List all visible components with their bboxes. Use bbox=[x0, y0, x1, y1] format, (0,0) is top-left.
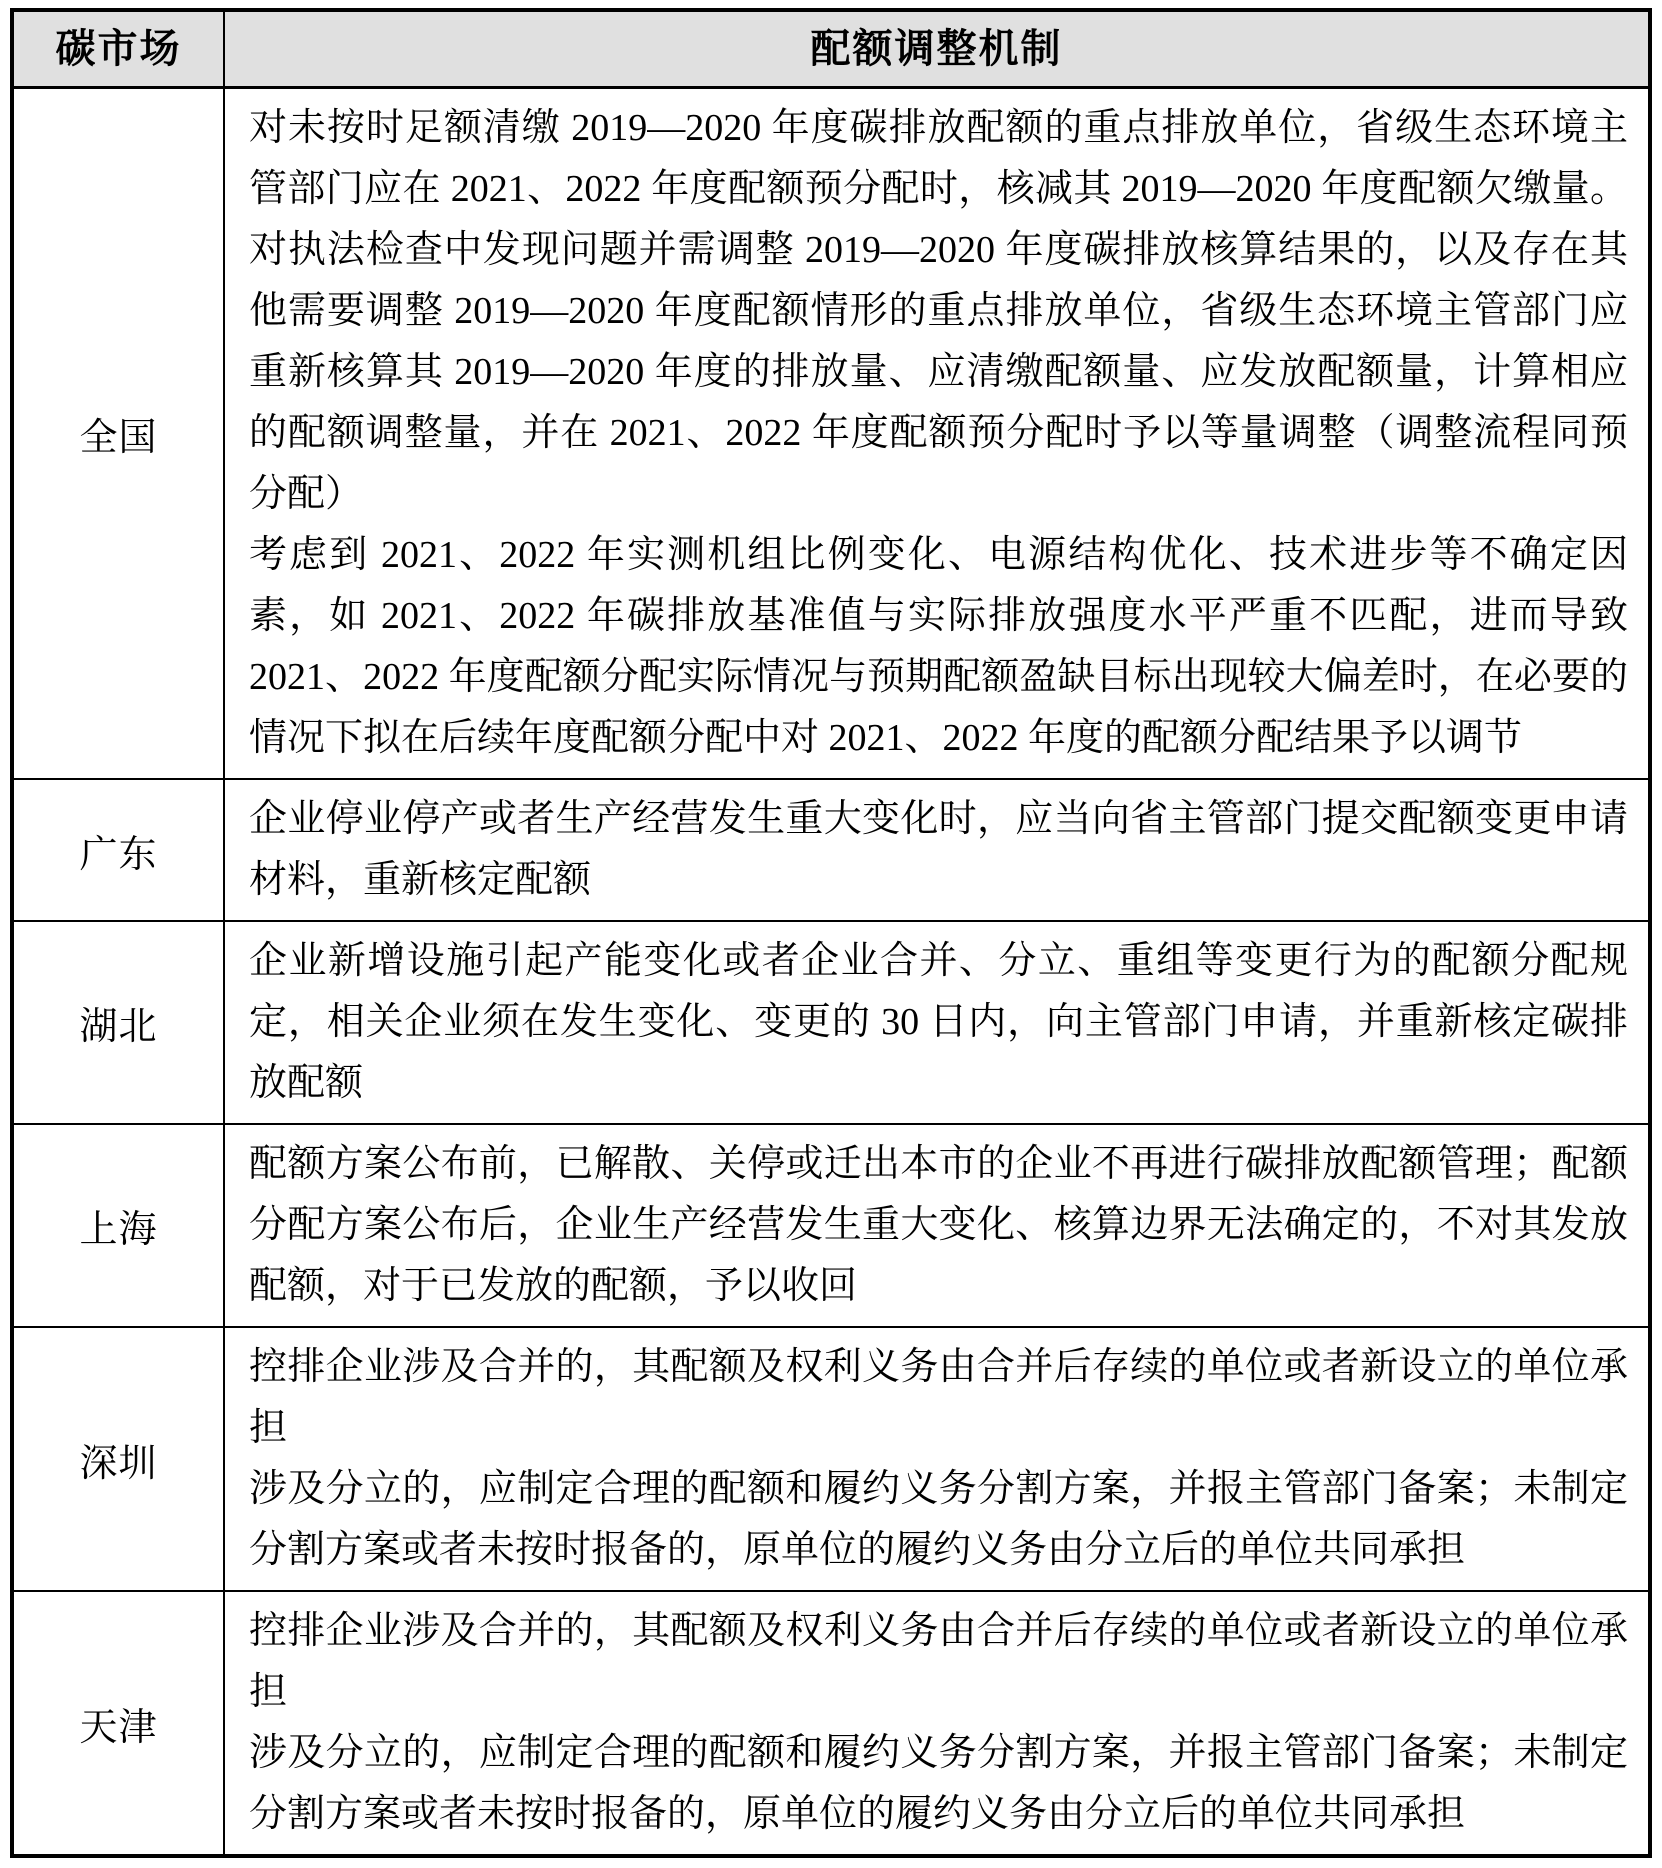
market-cell: 湖北 bbox=[12, 921, 224, 1124]
market-cell: 天津 bbox=[12, 1591, 224, 1856]
table-row bbox=[12, 1591, 1650, 1856]
mechanism-cell bbox=[224, 1591, 1650, 1856]
table-row bbox=[12, 779, 1650, 921]
mechanism-paragraph: 控排企业涉及合并的，其配额及权利义务由合并后存续的单位或者新设立的单位承担 bbox=[249, 1610, 1628, 1713]
table-row bbox=[12, 1327, 1650, 1591]
mechanism-paragraph: 企业停业停产或者生产经营发生重大变化时，应当向省主管部门提交配额变更申请材料，重新核定配额 bbox=[249, 798, 1628, 901]
header-cell-mechanism: 配额调整机制 bbox=[224, 10, 1650, 88]
mechanism-cell bbox=[224, 1327, 1650, 1591]
table-row bbox=[12, 1124, 1650, 1327]
table-row bbox=[12, 921, 1650, 1124]
header-row bbox=[12, 10, 1650, 88]
mechanism-paragraph: 配额方案公布前，已解散、关停或迁出本市的企业不再进行碳排放配额管理；配额分配方案公布后，企业生产经营发生重大变化、核算边界无法确定的，不对其发放配额，对于已发放的配额，予以收回 bbox=[249, 1143, 1628, 1307]
market-cell: 深圳 bbox=[12, 1327, 224, 1591]
table-row bbox=[12, 88, 1650, 780]
mechanism-paragraph: 企业新增设施引起产能变化或者企业合并、分立、重组等变更行为的配额分配规定，相关企业须在发生变化、变更的 30 日内，向主管部门申请，并重新核定碳排放配额 bbox=[249, 940, 1628, 1104]
header-cell-market: 碳市场 bbox=[12, 10, 224, 88]
market-cell: 上海 bbox=[12, 1124, 224, 1327]
table-body bbox=[12, 88, 1650, 1857]
market-cell: 全国 bbox=[12, 88, 224, 780]
mechanism-paragraph: 控排企业涉及合并的，其配额及权利义务由合并后存续的单位或者新设立的单位承担 bbox=[249, 1346, 1628, 1449]
mechanism-paragraph: 对未按时足额清缴 2019—2020 年度碳排放配额的重点排放单位，省级生态环境主管部门应在 2021、2022 年度配额预分配时，核减其 2019—2020 年度配额欠缴量。对执法检查中发现问题并需调整 2019—2020 年度碳排放核算结果的，以及存在其他需要调整 2019—2020 年度配额情形的重点排放单位，省级生态环境主管部门应重新核算其 2019—2020 年度的排放量、应清缴配额量、应发放配额量，计算相应的配额调整量，并在 2021、2022 年度配额预分配时予以等量调整（调整流程同预分配） bbox=[249, 107, 1628, 515]
mechanism-paragraph: 涉及分立的，应制定合理的配额和履约义务分割方案，并报主管部门备案；未制定分割方案或者未按时报备的，原单位的履约义务由分立后的单位共同承担 bbox=[249, 1468, 1628, 1571]
mechanism-paragraph: 涉及分立的，应制定合理的配额和履约义务分割方案，并报主管部门备案；未制定分割方案或者未按时报备的，原单位的履约义务由分立后的单位共同承担 bbox=[249, 1732, 1628, 1835]
mechanism-cell bbox=[224, 921, 1650, 1124]
mechanism-cell bbox=[224, 1124, 1650, 1327]
mechanism-cell bbox=[224, 88, 1650, 780]
mechanism-paragraph: 考虑到 2021、2022 年实测机组比例变化、电源结构优化、技术进步等不确定因素，如 2021、2022 年碳排放基准值与实际排放强度水平严重不匹配，进而导致 2021、2022 年度配额分配实际情况与预期配额盈缺目标出现较大偏差时，在必要的情况下拟在后续年度配额分配中对 2021、2022 年度的配额分配结果予以调节 bbox=[249, 534, 1628, 759]
mechanism-cell bbox=[224, 779, 1650, 921]
market-cell: 广东 bbox=[12, 779, 224, 921]
quota-adjustment-table bbox=[10, 8, 1652, 1858]
